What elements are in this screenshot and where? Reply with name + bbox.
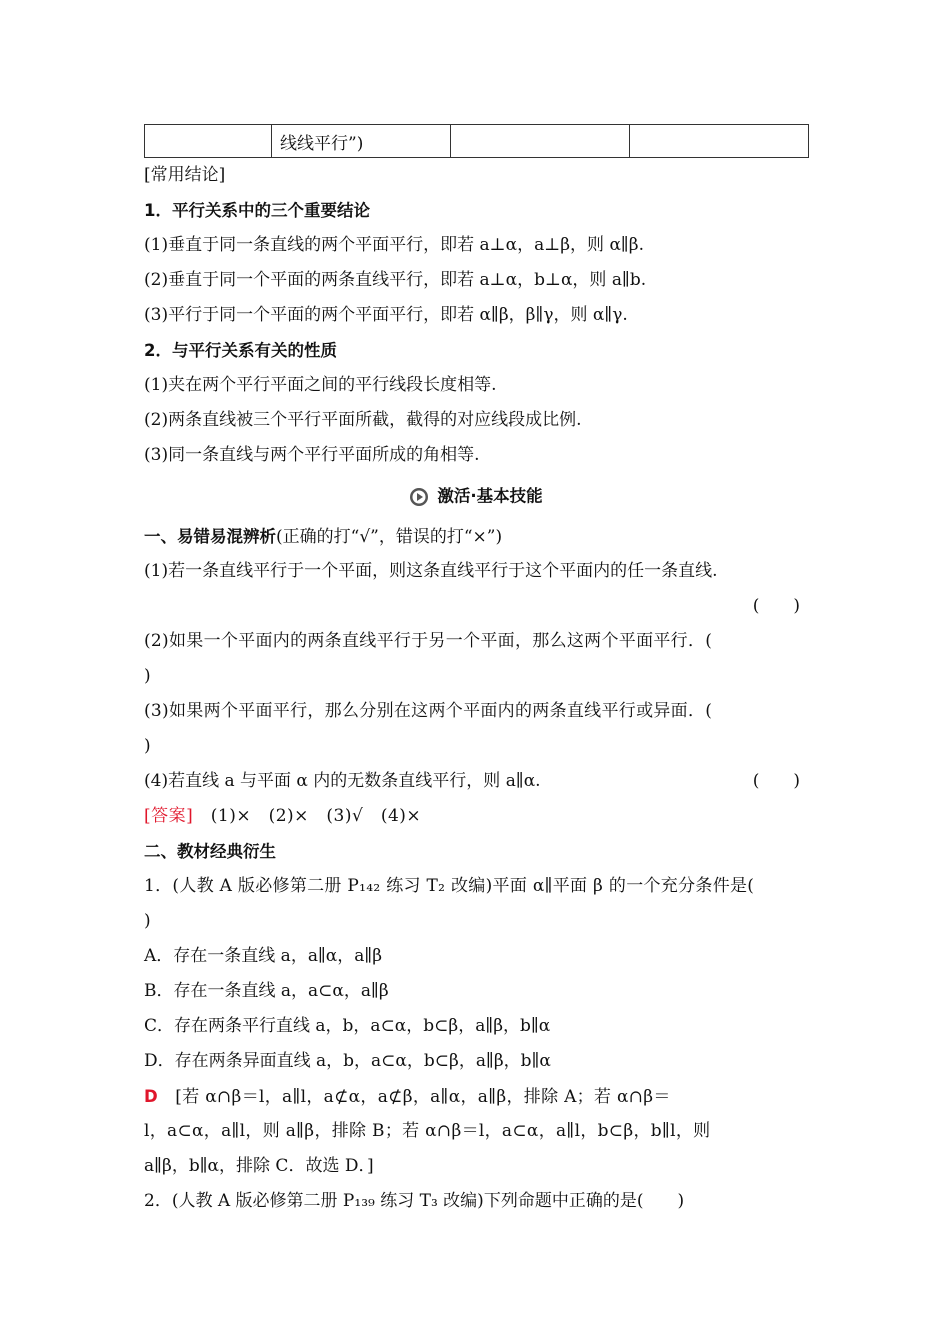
table-cell (451, 125, 630, 158)
section-header: [常用结论] (144, 165, 226, 185)
part-title (144, 519, 808, 554)
document-page (144, 124, 808, 1219)
answer-text: (1)× (2)× (3)√ (4)× (193, 806, 422, 826)
solution-answer: D (144, 1087, 158, 1106)
answer-paren: ( ) (752, 596, 800, 616)
list-item: (2)垂直于同一个平面的两条直线平行，即若 a⊥α，b⊥α，则 a∥b. (144, 270, 647, 290)
solution-line: l，a⊂α，a∥l，则 a∥β，排除 B；若 α∩β＝l，a⊂α，a∥l，b⊂β，b∥l，则 (144, 1121, 711, 1141)
table-cell (145, 125, 272, 158)
list-item: (3)平行于同一个平面的两个平面平行，即若 α∥β，β∥γ，则 α∥γ. (144, 305, 628, 325)
question-item-end: ) (144, 736, 151, 756)
question-item: 2．(人教 A 版必修第二册 P₁₃₉ 练习 T₃ 改编)下列命题中正确的是( ) (144, 1191, 685, 1211)
question-text: (4)若直线 a 与平面 α 内的无数条直线平行，则 a∥α. (144, 771, 541, 791)
question-item: (2)如果一个平面内的两条直线平行于另一个平面，那么这两个平面平行．( (144, 631, 713, 651)
question-item (144, 764, 808, 799)
question-item-end: ) (144, 911, 151, 931)
part-title-bold: 一、易错易混辨析 (144, 527, 276, 546)
section-heading: 1．平行关系中的三个重要结论 (144, 201, 370, 220)
banner-title: 激活·基本技能 (437, 486, 543, 506)
table-cell (630, 125, 809, 158)
play-icon (409, 487, 429, 507)
option-b: B．存在一条直线 a，a⊂α，a∥β (144, 981, 389, 1001)
list-item: (1)夹在两个平行平面之间的平行线段长度相等. (144, 375, 497, 395)
option-d: D．存在两条异面直线 a，b，a⊂α，b⊂β，a∥β，b∥α (144, 1051, 551, 1071)
table-row (145, 125, 809, 158)
solution-line (144, 1079, 808, 1114)
solution-text: [若 α∩β＝l，a∥l，a⊄α，a⊄β，a∥α，a∥β，排除 A；若 α∩β＝ (158, 1087, 671, 1107)
list-item: (1)垂直于同一条直线的两个平面平行，即若 a⊥α，a⊥β，则 α∥β. (144, 235, 645, 255)
table-fragment (144, 124, 809, 158)
table-cell: 线线平行”) (272, 125, 451, 158)
question-item-end: ) (144, 666, 151, 686)
part-title: 二、教材经典衍生 (144, 842, 276, 861)
option-a: A．存在一条直线 a，a∥α，a∥β (144, 946, 383, 966)
answer-line (144, 799, 808, 834)
question-item: (1)若一条直线平行于一个平面，则这条直线平行于这个平面内的任一条直线. (144, 561, 718, 581)
section-banner (144, 481, 808, 511)
part-title-note: (正确的打“√”，错误的打“×”) (276, 527, 503, 547)
question-item: 1．(人教 A 版必修第二册 P₁₄₂ 练习 T₂ 改编)平面 α∥平面 β 的一个充分条件是( (144, 876, 755, 896)
solution-line: a∥β，b∥α，排除 C．故选 D．] (144, 1156, 374, 1176)
question-item: (3)如果两个平面平行，那么分别在这两个平面内的两条直线平行或异面．( (144, 701, 713, 721)
list-item: (2)两条直线被三个平行平面所截，截得的对应线段成比例. (144, 410, 582, 430)
answer-label: [答案] (144, 806, 194, 826)
list-item: (3)同一条直线与两个平行平面所成的角相等. (144, 445, 480, 465)
section-heading: 2．与平行关系有关的性质 (144, 341, 337, 360)
answer-paren: ( ) (752, 771, 800, 791)
option-c: C．存在两条平行直线 a，b，a⊂α，b⊂β，a∥β，b∥α (144, 1016, 551, 1036)
